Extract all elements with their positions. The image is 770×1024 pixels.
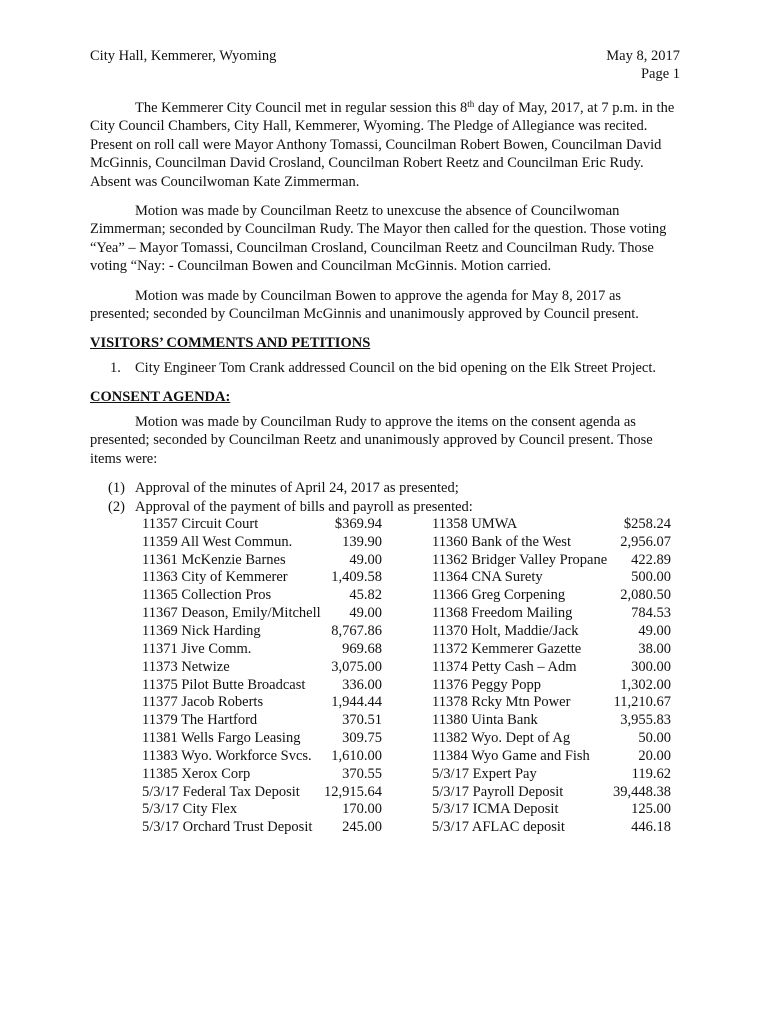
bill-entry — [432, 605, 671, 623]
bill-amount: 2,080.50 — [620, 587, 671, 604]
bill-row — [142, 730, 674, 748]
bill-amount: 45.82 — [349, 587, 382, 604]
bill-name: 11379 The Hartford — [142, 712, 258, 729]
bill-name: 5/3/17 Orchard Trust Deposit — [142, 819, 313, 836]
bill-amount: 336.00 — [342, 676, 382, 693]
bill-row — [142, 605, 674, 623]
bill-amount: 784.53 — [631, 605, 671, 622]
bill-amount: 500.00 — [631, 569, 671, 586]
bill-name: 11381 Wells Fargo Leasing — [142, 730, 301, 747]
bill-name: 11375 Pilot Butte Broadcast — [142, 676, 306, 693]
bill-amount: 1,302.00 — [620, 676, 671, 693]
bill-name: 11368 Freedom Mailing — [432, 605, 573, 622]
bill-name: 11359 All West Commun. — [142, 533, 293, 550]
bill-name: 5/3/17 AFLAC deposit — [432, 819, 565, 836]
intro-paragraph: The Kemmerer City Council met in regular session this 8th day of May, 2017, at 7 p.m. in the City Council Chambers, City Hall, Kemmerer, Wyoming. The Pledge of Allegiance was recited. Present on roll call were Mayor Anthony Tomassi, Councilman Robert Bowen, Councilman David McGinnis, Councilman David Crosland, Councilman Robert Reetz and Councilman Eric Rudy. Absent was Councilwoman Kate Zimmerman. — [90, 99, 675, 190]
bill-amount: 50.00 — [638, 730, 671, 747]
bill-entry — [432, 569, 671, 587]
bill-entry — [142, 730, 382, 748]
bill-name: 11370 Holt, Maddie/Jack — [432, 622, 579, 639]
bill-row — [142, 819, 674, 837]
consent-item: (2) Approval of the payment of bills and payroll as presented: — [108, 498, 473, 515]
bill-entry — [432, 641, 671, 659]
bill-name: 11382 Wyo. Dept of Ag — [432, 730, 571, 747]
page-number: Page 1 — [640, 66, 680, 82]
bill-entry — [142, 569, 382, 587]
bill-entry — [142, 534, 382, 552]
bill-name: 11384 Wyo Game and Fish — [432, 747, 590, 764]
bill-name: 11364 CNA Surety — [432, 569, 543, 586]
bill-name: 5/3/17 Payroll Deposit — [432, 783, 564, 800]
bill-name: 11383 Wyo. Workforce Svcs. — [142, 747, 312, 764]
bill-amount: $258.24 — [623, 515, 671, 532]
bill-entry — [432, 587, 671, 605]
minutes-body — [90, 99, 676, 837]
bill-amount: $369.94 — [334, 515, 382, 532]
bill-amount: 245.00 — [342, 819, 382, 836]
bill-entry — [432, 819, 671, 837]
bill-amount: 119.62 — [631, 765, 671, 782]
bill-entry — [142, 819, 382, 837]
bill-entry — [142, 516, 382, 534]
bill-entry — [142, 766, 382, 784]
header-location: City Hall, Kemmerer, Wyoming — [90, 48, 277, 64]
bill-name: 11378 Rcky Mtn Power — [432, 694, 571, 711]
bill-amount: 370.51 — [342, 712, 382, 729]
bill-entry — [432, 784, 671, 802]
bill-entry — [432, 730, 671, 748]
bill-name: 11371 Jive Comm. — [142, 640, 252, 657]
motion-unexcuse-paragraph: Motion was made by Councilman Reetz to unexcuse the absence of Councilwoman Zimmerman; seconded by Councilman Rudy. The Mayor then called for the question. Those voting “Yea” – Mayor Tomassi, Councilman Crosland, Councilman Reetz and Councilman Rudy. Those voting “Nay: - Councilman Bowen and Councilman McGinnis. Motion carried. — [90, 203, 667, 275]
bill-row — [142, 748, 674, 766]
bill-entry — [432, 694, 671, 712]
bill-row — [142, 784, 674, 802]
bill-amount: 969.68 — [342, 640, 382, 657]
bill-amount: 11,210.67 — [613, 694, 671, 711]
bill-name: 11376 Peggy Popp — [432, 676, 542, 693]
bill-amount: 125.00 — [631, 801, 671, 818]
bill-entry — [142, 748, 382, 766]
consent-motion-paragraph: Motion was made by Councilman Rudy to approve the items on the consent agenda as presented; seconded by Councilman Reetz and unanimously approved by Council present. Those items were: — [90, 413, 653, 467]
bill-name: 5/3/17 City Flex — [142, 801, 238, 818]
bill-entry — [142, 641, 382, 659]
bill-entry — [142, 552, 382, 570]
visitors-heading: VISITORS’ COMMENTS AND PETITIONS — [90, 335, 371, 352]
bill-row — [142, 694, 674, 712]
bill-amount: 2,956.07 — [620, 533, 671, 550]
bill-amount: 1,409.58 — [331, 569, 382, 586]
bill-amount: 38.00 — [638, 640, 671, 657]
bill-row — [142, 766, 674, 784]
bill-entry — [432, 623, 671, 641]
bill-name: 11361 McKenzie Barnes — [142, 551, 286, 568]
bill-row — [142, 552, 674, 570]
bill-amount: 3,955.83 — [620, 712, 671, 729]
bill-name: 11357 Circuit Court — [142, 515, 259, 532]
bill-amount: 1,610.00 — [331, 747, 382, 764]
bill-entry — [142, 605, 382, 623]
bill-entry — [142, 659, 382, 677]
bill-entry — [432, 516, 671, 534]
bill-name: 11373 Netwize — [142, 658, 230, 675]
bill-amount: 446.18 — [631, 819, 671, 836]
bill-amount: 3,075.00 — [331, 658, 382, 675]
bill-entry — [142, 712, 382, 730]
bill-entry — [142, 623, 382, 641]
bill-row — [142, 587, 674, 605]
bill-entry — [142, 801, 382, 819]
bill-row — [142, 623, 674, 641]
bill-entry — [432, 766, 671, 784]
bill-amount: 49.00 — [638, 622, 671, 639]
bill-entry — [432, 659, 671, 677]
bill-amount: 1,944.44 — [331, 694, 382, 711]
bill-amount: 300.00 — [631, 658, 671, 675]
bill-amount: 49.00 — [349, 605, 382, 622]
bills-list — [142, 516, 674, 837]
bill-entry — [432, 748, 671, 766]
bill-amount: 370.55 — [342, 765, 382, 782]
bill-name: 11363 City of Kemmerer — [142, 569, 288, 586]
bill-row — [142, 569, 674, 587]
bill-amount: 12,915.64 — [324, 783, 382, 800]
bill-name: 5/3/17 Federal Tax Deposit — [142, 783, 300, 800]
bill-entry — [432, 677, 671, 695]
bill-amount: 170.00 — [342, 801, 382, 818]
visitors-item: 1. City Engineer Tom Crank addressed Council on the bid opening on the Elk Street Project. — [110, 360, 657, 377]
bill-row — [142, 659, 674, 677]
bill-row — [142, 712, 674, 730]
bill-name: 11374 Petty Cash – Adm — [432, 658, 577, 675]
bill-name: 11358 UMWA — [432, 515, 518, 532]
consent-heading: CONSENT AGENDA: — [90, 388, 231, 405]
bill-amount: 49.00 — [349, 551, 382, 568]
bill-name: 5/3/17 ICMA Deposit — [432, 801, 559, 818]
bill-row — [142, 516, 674, 534]
motion-agenda-paragraph: Motion was made by Councilman Bowen to approve the agenda for May 8, 2017 as presented; seconded by Councilman McGinnis and unanimously approved by Council present. — [90, 287, 639, 323]
bill-name: 11377 Jacob Roberts — [142, 694, 264, 711]
header-date: May 8, 2017 — [606, 48, 680, 64]
bill-entry — [142, 694, 382, 712]
bill-name: 11360 Bank of the West — [432, 533, 571, 550]
consent-items — [108, 479, 676, 516]
bill-row — [142, 534, 674, 552]
bill-name: 11362 Bridger Valley Propane — [432, 551, 608, 568]
consent-item: (1) Approval of the minutes of April 24, 2017 as presented; — [108, 480, 459, 497]
bill-amount: 39,448.38 — [613, 783, 671, 800]
bill-name: 5/3/17 Expert Pay — [432, 765, 537, 782]
bill-entry — [432, 534, 671, 552]
bill-amount: 8,767.86 — [331, 622, 382, 639]
bill-amount: 139.90 — [342, 533, 382, 550]
bill-entry — [142, 784, 382, 802]
bill-entry — [432, 712, 671, 730]
bill-entry — [432, 552, 671, 570]
bill-entry — [142, 677, 382, 695]
bill-amount: 20.00 — [638, 747, 671, 764]
bill-name: 11385 Xerox Corp — [142, 765, 251, 782]
bill-row — [142, 677, 674, 695]
bill-name: 11380 Uinta Bank — [432, 712, 538, 729]
bill-name: 11369 Nick Harding — [142, 622, 261, 639]
bill-entry — [432, 801, 671, 819]
bill-row — [142, 641, 674, 659]
bill-name: 11365 Collection Pros — [142, 587, 272, 604]
bill-amount: 309.75 — [342, 730, 382, 747]
bill-name: 11372 Kemmerer Gazette — [432, 640, 582, 657]
bill-row — [142, 801, 674, 819]
bill-name: 11366 Greg Corpening — [432, 587, 566, 604]
bill-entry — [142, 587, 382, 605]
header-right — [606, 47, 680, 83]
bill-amount: 422.89 — [631, 551, 671, 568]
bill-name: 11367 Deason, Emily/Mitchell — [142, 605, 321, 622]
